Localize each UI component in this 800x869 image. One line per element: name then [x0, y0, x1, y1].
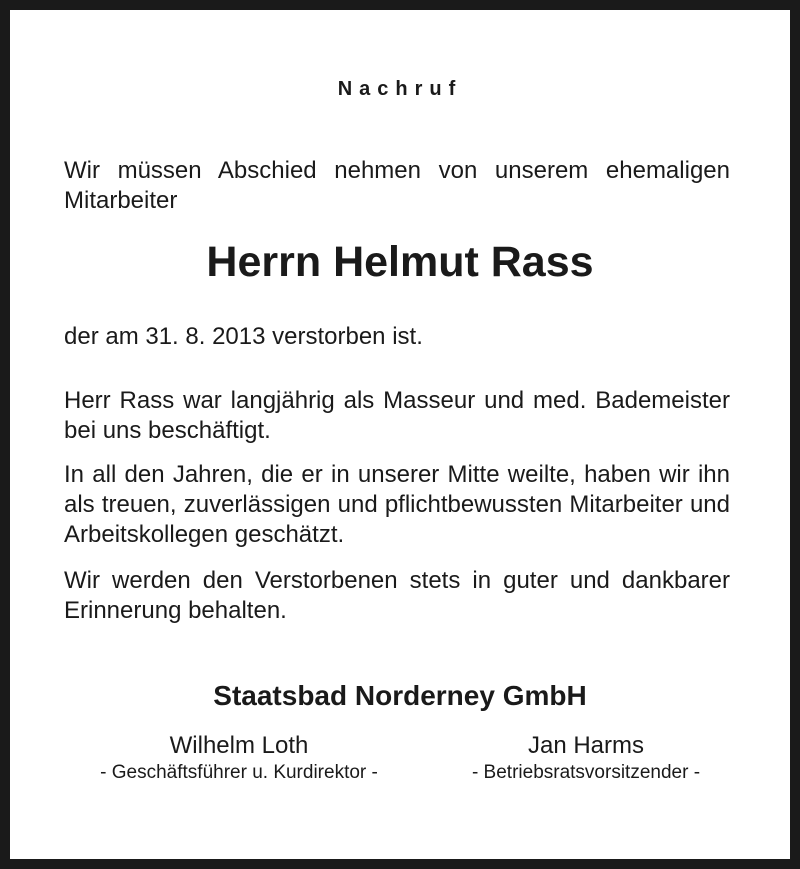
deceased-name: Herrn Helmut Rass	[206, 238, 594, 286]
signer-role: - Geschäftsführer u. Kurdirektor -	[100, 762, 378, 783]
paragraph-occupation: Herr Rass war langjährig als Masseur und med. Bademeister bei uns beschäftigt.	[64, 387, 730, 444]
signer-role: - Betriebsratsvorsitzender -	[471, 762, 701, 783]
company-name: Staatsbad Norderney GmbH	[213, 680, 587, 711]
signer-name: Wilhelm Loth	[169, 732, 309, 759]
death-date-line: der am 31. 8. 2013 verstorben ist.	[64, 323, 423, 350]
signer-name: Jan Harms	[527, 732, 645, 759]
paragraph-remembrance: Wir werden den Verstorbenen stets in guter und dankbarer Erinnerung behalten.	[64, 567, 730, 624]
signer-right	[436, 731, 736, 785]
paragraph-appreciation: In all den Jahren, die er in unserer Mitte weilte, haben wir ihn als treuen, zuverlässigen und pflichtbewussten Mitarbeiter und Arbeitskollegen geschätzt.	[64, 461, 730, 548]
intro-text: Wir müssen Abschied nehmen von unserem ehemaligen Mitarbeiter	[64, 157, 730, 214]
signer-left	[54, 731, 424, 785]
notice-title: Nachruf	[337, 78, 463, 100]
